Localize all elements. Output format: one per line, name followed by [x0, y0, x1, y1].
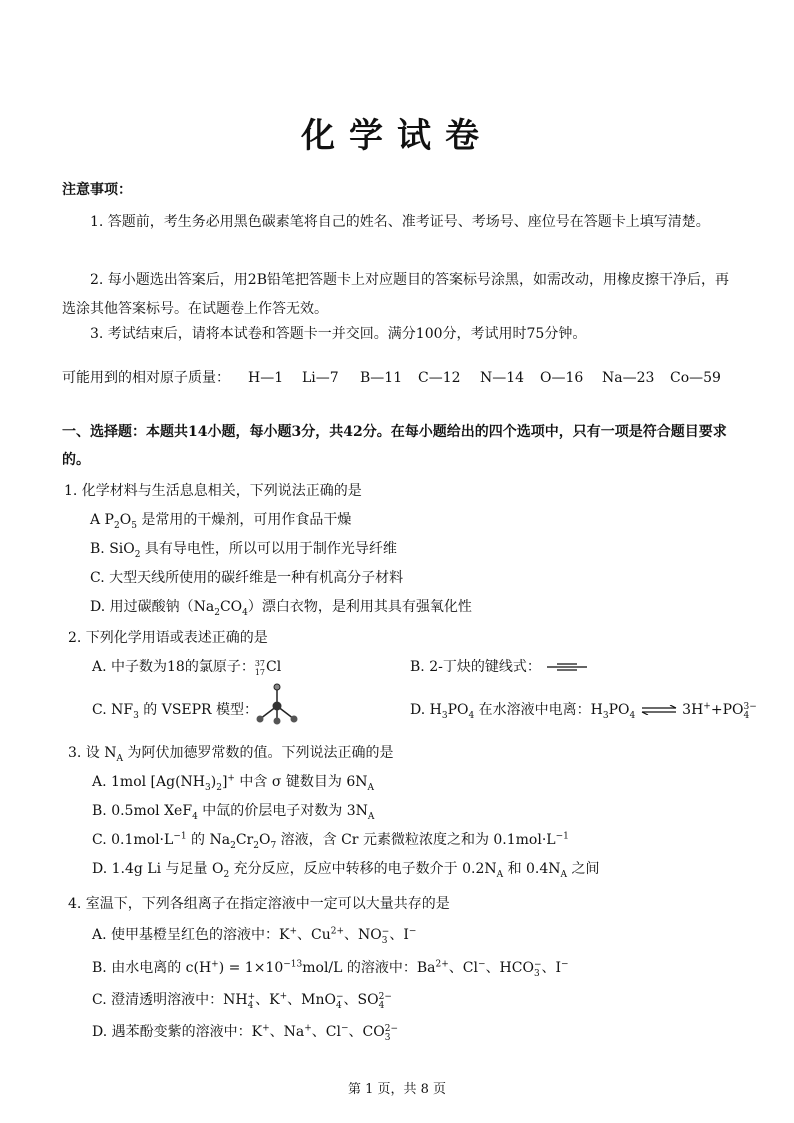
q3-option-a: A. 1mol $[Ag(NH_3)_2]^+$ 中含 σ 键数目为 $6N_A$	[92, 773, 374, 793]
q4-stem: 4. 室温下，下列各组离子在指定溶液中一定可以大量共存的是	[68, 896, 450, 912]
butyne-skeletal-formula	[545, 661, 589, 673]
q2-option-d: D. $H_3PO_4$ 在水溶液中电离：$H_3PO_4$ 3H++PO3− 4	[410, 701, 757, 721]
q4-option-d: D. 遇苯酚变紫的溶液中：K+、Na+、Cl−、CO2− 3	[92, 1023, 399, 1043]
atomic-mass-o: O—16	[540, 370, 584, 386]
q3-option-c: C. $0.1mol\cdot L^{-1}$ 的 $Na_2Cr_2O_7$ 溶液，含 Cr 元素微粒浓度之和为 $0.1mol\cdot L^{-1}$	[92, 831, 569, 851]
atomic-mass-co: Co—59	[670, 370, 721, 386]
q2-option-b: B. 2-丁炔的键线式：	[410, 657, 589, 677]
vsepr-model-icon	[254, 682, 300, 726]
notice-item-1: 1. 答题前，考生务必用黑色碳素笔将自己的姓名、准考证号、考场号、座位号在答题卡上填写清楚。	[90, 214, 710, 230]
atomic-mass-n: N—14	[480, 370, 525, 386]
notice-item-3: 3. 考试结束后，请将本试卷和答题卡一并交回。满分100分，考试用时75分钟。	[90, 326, 587, 342]
atomic-mass-li: Li—7	[302, 370, 339, 386]
q1-option-d: D. 用过碳酸钠$(Na_2CO_4)$漂白衣物，是利用其具有强氧化性	[90, 599, 472, 618]
q1-option-c: C. 大型天线所使用的碳纤维是一种有机高分子材料	[90, 570, 404, 586]
atomic-mass-na: Na—23	[602, 370, 655, 386]
q1-stem: 1. 化学材料与生活息息相关，下列说法正确的是	[64, 483, 362, 499]
q1-option-a: A $P_2O_5$ 是常用的干燥剂，可用作食品干燥	[90, 512, 352, 531]
atomic-mass-label: 可能用到的相对原子质量：	[62, 370, 230, 386]
notice-heading: 注意事项：	[62, 182, 132, 198]
q2-option-c: C. $NF_3$ 的 VSEPR 模型：	[92, 702, 259, 721]
atomic-mass-c: C—12	[418, 370, 461, 386]
section-heading: 一、选择题：本题共14小题，每小题3分，共42分。在每小题给出的四个选项中，只有一项是符合题目要求的。	[62, 424, 727, 468]
q3-option-d: D. 1.4g Li 与足量 $O_2$ 充分反应，反应中转移的电子数介于 $0.2N_A$ 和 $0.4N_A$ 之间	[92, 861, 600, 880]
page-title: 化学试卷	[301, 116, 493, 156]
q4-option-c: C. 澄清透明溶液中：NH+ 4 、K+、MnO− 4 、SO2− 4	[92, 991, 392, 1011]
page-footer: 第 1 页，共 8 页	[347, 1082, 447, 1097]
q2-stem: 2. 下列化学用语或表述正确的是	[68, 630, 268, 646]
q1-option-b: B. SiO$_2$ 具有导电性，所以可以用于制作光导纤维	[90, 541, 397, 560]
notice-item-2: 2. 每小题选出答案后，用2B铅笔把答题卡上对应题目的答案标号涂黑，如需改动，用橡皮擦干净后，再选涂其他答案标号。在试题卷上作答无效。	[62, 272, 730, 317]
atomic-mass-h: H—1	[248, 370, 284, 386]
q3-stem: 3. 设 $N_A$ 为阿伏加德罗常数的值。下列说法正确的是	[68, 745, 394, 764]
atomic-mass-b: B—11	[360, 370, 403, 386]
q4-option-b: B. 由水电离的 $c(H^+) = 1\times 10^{-13}mol/L$ 的溶液中：$Ba^{2+}$、Cl−、HCO− 3 、I−	[92, 959, 569, 979]
q4-option-a: A. 使甲基橙呈红色的溶液中：K+、$Cu^{2+}$、NO− 3 、I−	[92, 926, 417, 946]
q2-option-a: A. 中子数为18的氯原子：37 17Cl	[92, 659, 282, 677]
reversible-arrow-icon	[640, 705, 678, 715]
q3-option-b: B. 0.5mol XeF$_4$ 中氙的价层电子对数为 $3N_A$	[92, 803, 375, 822]
